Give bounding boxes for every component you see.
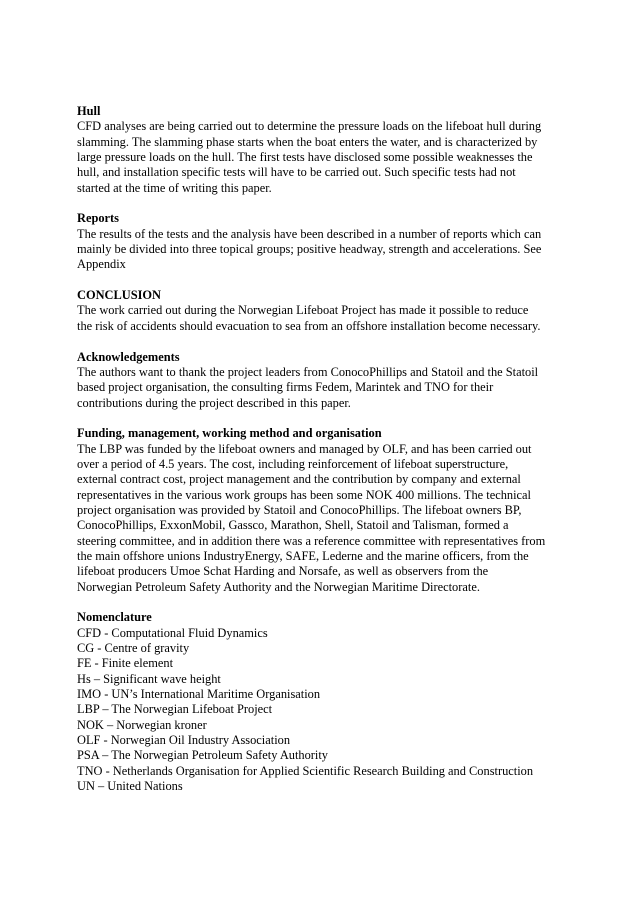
section-heading: Funding, management, working method and organisation [77,426,382,441]
section-paragraph: The work carried out during the Norwegian Lifeboat Project has made it possible to reduce the risk of accidents should evacuation to sea from an offshore installation become necessary. [77,303,541,333]
nomenclature-heading: Nomenclature [77,610,152,625]
nomenclature-item: TNO - Netherlands Organisation for Applied Scientific Research Building and Construction [77,763,534,778]
section-heading: Reports [77,211,119,226]
section-acknowledgements [77,350,569,411]
section-hull [77,104,569,196]
section-paragraph: The authors want to thank the project leaders from ConocoPhillips and Statoil and the Statoil based project organisation, the consulting firms Fedem, Marintek and TNO for their contributions during the project described in this paper. [77,364,539,410]
section-paragraph: The results of the tests and the analysis have been described in a number of reports which can mainly be divided into three topical groups; positive headway, strength and accelerations. See Appendix [77,226,542,272]
nomenclature-item: Hs – Significant wave height [77,671,221,686]
nomenclature-item: CFD - Computational Fluid Dynamics [77,625,268,640]
nomenclature-item: PSA – The Norwegian Petroleum Safety Authority [77,748,328,763]
nomenclature-item: NOK – Norwegian kroner [77,717,207,732]
nomenclature-list [77,626,569,795]
section-paragraph: The LBP was funded by the lifeboat owners and managed by OLF, and has been carried out over a period of 4.5 years. The cost, including reinforcement of lifeboat superstructure, external contract cost, project management and the contribution by company and external representatives in the various work groups has been some NOK 400 millions. The technical project organisation was provided by Statoil and ConocoPhillips. The lifeboat owners BP, ConocoPhillips, ExxonMobil, Gassco, Marathon, Shell, Statoil and Talisman, formed a steering committee, and in addition there was a reference committee with representatives from the main offshore unions IndustryEnergy, SAFE, Lederne and the marine officers, from the lifeboat producers Umoe Schat Harding and Norsafe, as well as observers from the Norwegian Petroleum Safety Authority and the Norwegian Maritime Directorate. [77,441,546,594]
nomenclature-item: IMO - UN’s International Maritime Organisation [77,687,321,702]
nomenclature-item: UN – United Nations [77,779,183,794]
section-heading: CONCLUSION [77,288,161,303]
section-funding [77,426,569,595]
nomenclature-item: CG - Centre of gravity [77,641,190,656]
section-heading: Acknowledgements [77,349,180,364]
section-reports [77,211,569,272]
nomenclature-item: OLF - Norwegian Oil Industry Association [77,733,291,748]
document-page [77,104,569,810]
nomenclature-item: LBP – The Norwegian Lifeboat Project [77,702,273,717]
section-heading: Hull [77,104,101,118]
nomenclature-item: FE - Finite element [77,656,174,671]
section-conclusion [77,288,569,334]
section-paragraph: CFD analyses are being carried out to determine the pressure loads on the lifeboat hull during slamming. The slamming phase starts when the boat enters the water, and is characterized by large pressure loads on the hull. The first tests have disclosed some possible weaknesses the hull, and installation specific tests will have to be carried out. Such specific tests had not started at the time of writing this paper. [77,119,542,195]
section-nomenclature [77,610,569,794]
